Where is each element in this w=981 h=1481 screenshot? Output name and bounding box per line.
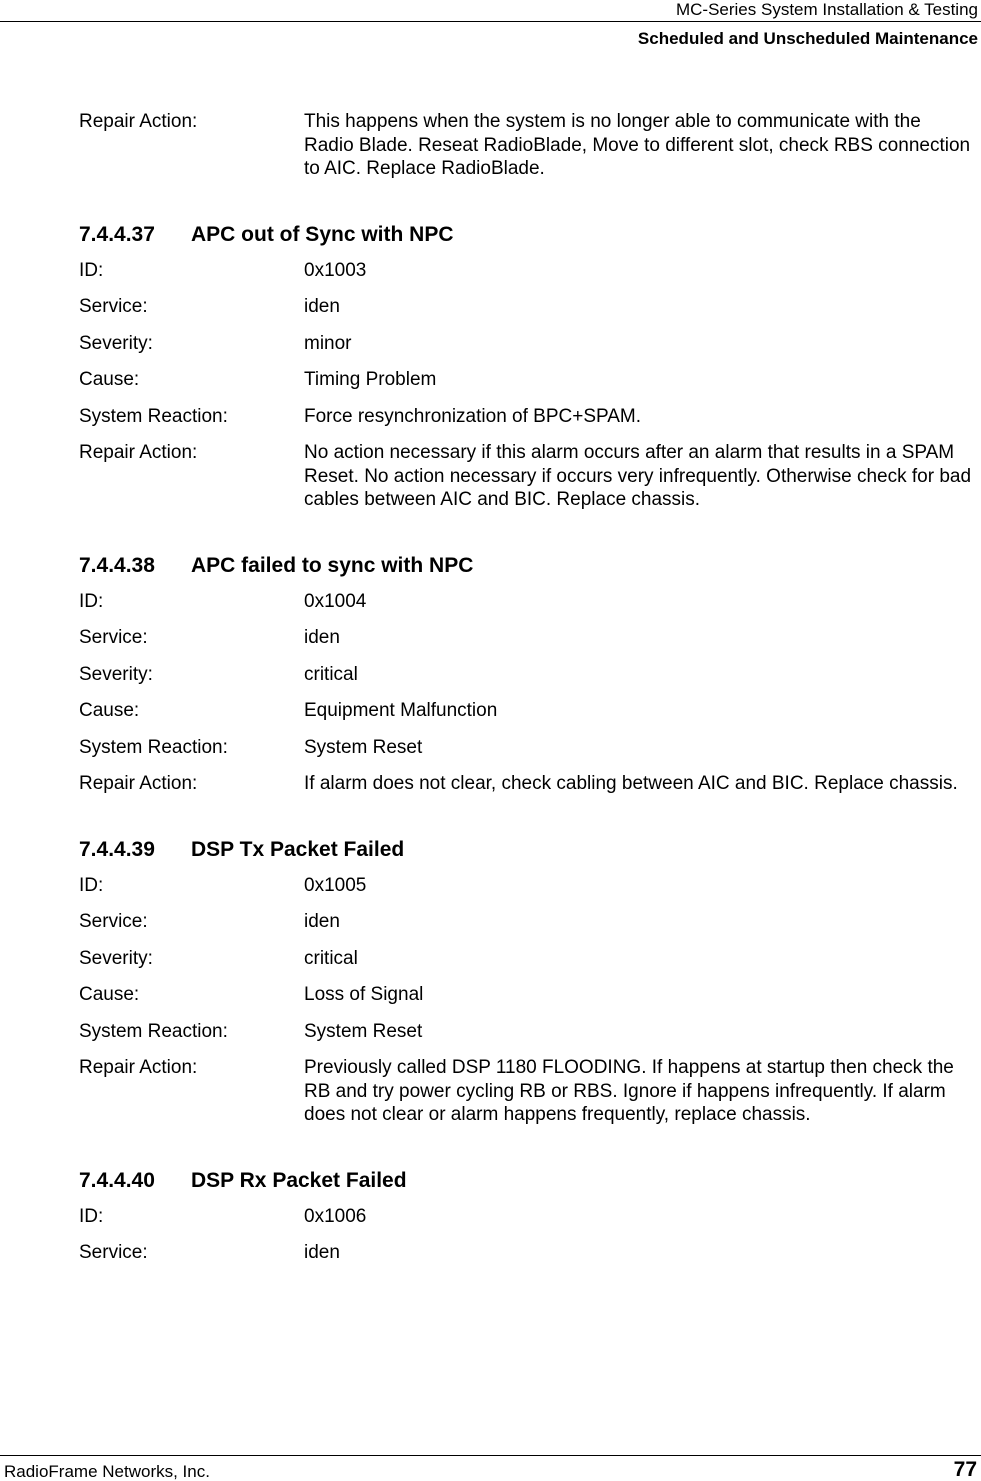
field-label: Repair Action: (79, 773, 198, 794)
field-value: System Reset (304, 1020, 423, 1042)
header-rule (0, 21, 981, 22)
field-label: Cause: (79, 700, 140, 721)
field-row (79, 736, 975, 760)
field-row (79, 259, 975, 283)
field-row (79, 1020, 975, 1044)
field-label: System Reaction: (79, 405, 228, 427)
section-title: DSP Tx Packet Failed (191, 837, 405, 861)
intro-repair-action (79, 110, 975, 181)
field-row (79, 874, 975, 898)
field-row (79, 663, 975, 687)
field-row (79, 947, 975, 971)
field-label: Severity: (79, 663, 153, 685)
field-row (79, 983, 975, 1007)
field-value: This happens when the system is no longer able to communicate with the Radio Blade. Reseat RadioBlade, Move to different slot, check RBS connection to AIC. Replace RadioBlade. (304, 111, 971, 179)
field-row (79, 1205, 975, 1229)
field-label: ID: (79, 590, 104, 612)
running-header-title: MC-Series System Installation & Testing (675, 0, 978, 19)
section-title: DSP Rx Packet Failed (191, 1168, 407, 1192)
field-row (79, 699, 975, 723)
field-label: Severity: (79, 947, 153, 969)
field-label: Service: (79, 1242, 148, 1263)
field-label: Service: (79, 911, 148, 932)
field-row (79, 1056, 975, 1127)
section-heading (79, 1168, 975, 1194)
alarm-section (79, 837, 975, 1127)
field-value: If alarm does not clear, check cabling between AIC and BIC. Replace chassis. (304, 773, 958, 794)
field-label: Service: (79, 627, 148, 648)
field-label: Cause: (79, 984, 140, 1005)
field-value: iden (304, 627, 340, 648)
field-label: ID: (79, 259, 104, 281)
field-value: iden (304, 296, 340, 317)
footer-company: RadioFrame Networks, Inc. (4, 1462, 210, 1481)
section-heading (79, 222, 975, 248)
page-number: 77 (953, 1458, 977, 1481)
field-value: Loss of Signal (304, 984, 424, 1005)
field-row (79, 368, 975, 392)
field-label: Service: (79, 296, 148, 317)
field-row (79, 405, 975, 429)
field-label: System Reaction: (79, 1020, 228, 1042)
alarm-section (79, 222, 975, 512)
field-row (79, 441, 975, 512)
field-value: Force resynchronization of BPC+SPAM. (304, 405, 642, 427)
field-value: critical (304, 947, 358, 969)
section-number: 7.4.4.38 (79, 553, 155, 577)
field-value: Equipment Malfunction (304, 700, 498, 721)
field-row (79, 332, 975, 356)
field-label: Repair Action: (79, 442, 198, 463)
section-number: 7.4.4.40 (79, 1168, 155, 1192)
field-label: Severity: (79, 332, 153, 354)
field-row (79, 626, 975, 650)
field-row (79, 590, 975, 614)
field-value: critical (304, 663, 358, 685)
field-label: ID: (79, 1205, 104, 1227)
alarm-sections (79, 222, 975, 1265)
field-row (79, 772, 975, 796)
alarm-section (79, 553, 975, 796)
page-content (79, 110, 975, 1278)
alarm-section (79, 1168, 975, 1265)
section-heading (79, 837, 975, 863)
field-label: Repair Action: (79, 1057, 198, 1078)
running-header-subtitle: Scheduled and Unscheduled Maintenance (637, 29, 978, 48)
footer-rule (0, 1455, 981, 1456)
field-value: Previously called DSP 1180 FLOODING. If happens at startup then check the RB and try power cycling RB or RBS. Ignore if happens infrequently. If alarm does not clear or alarm happens frequently, replace chassis. (304, 1057, 954, 1125)
field-label: ID: (79, 874, 104, 896)
section-number: 7.4.4.39 (79, 837, 155, 861)
field-value: 0x1004 (304, 590, 367, 612)
field-value: iden (304, 911, 340, 932)
field-value: minor (304, 332, 352, 354)
field-value: Timing Problem (304, 369, 437, 390)
section-heading (79, 553, 975, 579)
field-label: System Reaction: (79, 736, 228, 758)
section-number: 7.4.4.37 (79, 222, 155, 246)
field-value: iden (304, 1242, 340, 1263)
field-row (79, 295, 975, 319)
field-row (79, 1241, 975, 1265)
field-label: Repair Action: (79, 111, 198, 132)
field-value: System Reset (304, 736, 423, 758)
field-label: Cause: (79, 369, 140, 390)
section-title: APC failed to sync with NPC (191, 553, 474, 577)
field-row (79, 910, 975, 934)
field-value: 0x1005 (304, 874, 367, 896)
field-value: 0x1006 (304, 1205, 367, 1227)
section-title: APC out of Sync with NPC (191, 222, 454, 246)
field-value: 0x1003 (304, 259, 367, 281)
field-value: No action necessary if this alarm occurs after an alarm that results in a SPAM Reset. No action necessary if occurs very infrequently. Otherwise check for bad cables between AIC and BIC. Replace chassis. (304, 442, 972, 510)
